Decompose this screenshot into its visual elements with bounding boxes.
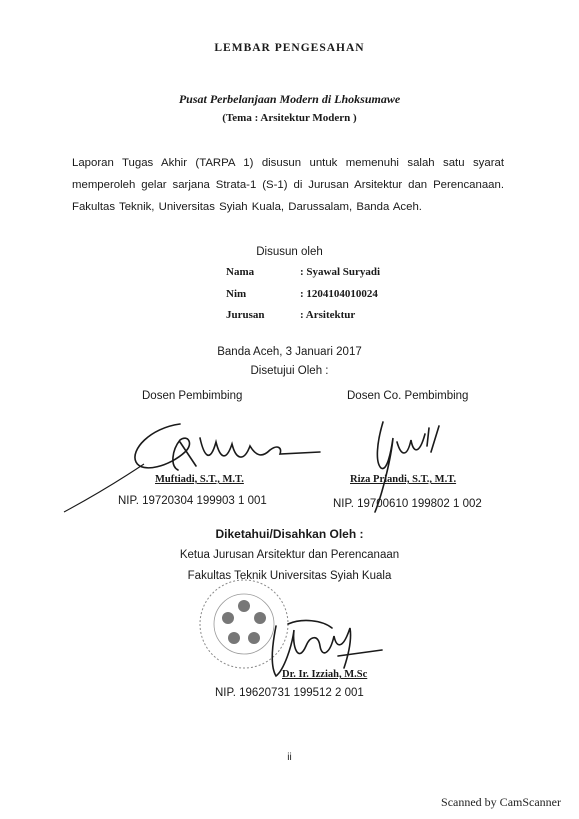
jurusan-label: Jurusan bbox=[226, 309, 265, 321]
approved-by-label: Disetujui Oleh : bbox=[250, 365, 329, 377]
body-paragraph: Laporan Tugas Akhir (TARPA 1) disusun untuk memenuhi salah satu syarat memperoleh gelar sarjana Strata-1 (S-1) di Jurusan Arsitektur dan Perencanaan. Fakultas Teknik, Universitas Syiah Kuala, Darussalam, Banda Aceh. bbox=[72, 157, 504, 213]
scanner-watermark: Scanned by CamScanner bbox=[441, 795, 561, 809]
page-number: ii bbox=[287, 752, 292, 763]
head-nip: NIP. 19620731 199512 2 001 bbox=[215, 687, 364, 699]
date-line: Banda Aceh, 3 Januari 2017 bbox=[217, 346, 362, 358]
project-theme: (Tema : Arsitektur Modern ) bbox=[222, 112, 357, 124]
head-title-line1: Ketua Jurusan Arsitektur dan Perencanaan bbox=[179, 549, 400, 561]
co-supervisor-nip: NIP. 19700610 199802 1 002 bbox=[333, 498, 482, 510]
head-name: Dr. Ir. Izziah, M.Sc bbox=[282, 669, 368, 680]
disusun-oleh-label: Disusun oleh bbox=[256, 246, 323, 258]
project-title: Pusat Perbelanjaan Modern di Lhoksumawe bbox=[178, 92, 401, 106]
nama-label: Nama bbox=[226, 266, 255, 278]
nim-label: Nim bbox=[226, 288, 247, 300]
co-supervisor-name: Riza Priandi, S.T., M.T. bbox=[350, 474, 457, 485]
supervisor-role: Dosen Pembimbing bbox=[142, 390, 243, 402]
co-supervisor-role: Dosen Co. Pembimbing bbox=[347, 390, 469, 402]
supervisor-name: Muftiadi, S.T., M.T. bbox=[155, 474, 244, 485]
jurusan-value: : Arsitektur bbox=[300, 309, 356, 321]
nama-value: : Syawal Suryadi bbox=[300, 266, 381, 278]
supervisor-nip: NIP. 19720304 199903 1 001 bbox=[118, 495, 267, 507]
nim-value: : 1204104010024 bbox=[300, 288, 378, 300]
head-title-line2: Fakultas Teknik Universitas Syiah Kuala bbox=[187, 570, 392, 582]
page-title: LEMBAR PENGESAHAN bbox=[214, 42, 365, 54]
ratified-by-label: Diketahui/Disahkan Oleh : bbox=[215, 527, 364, 541]
